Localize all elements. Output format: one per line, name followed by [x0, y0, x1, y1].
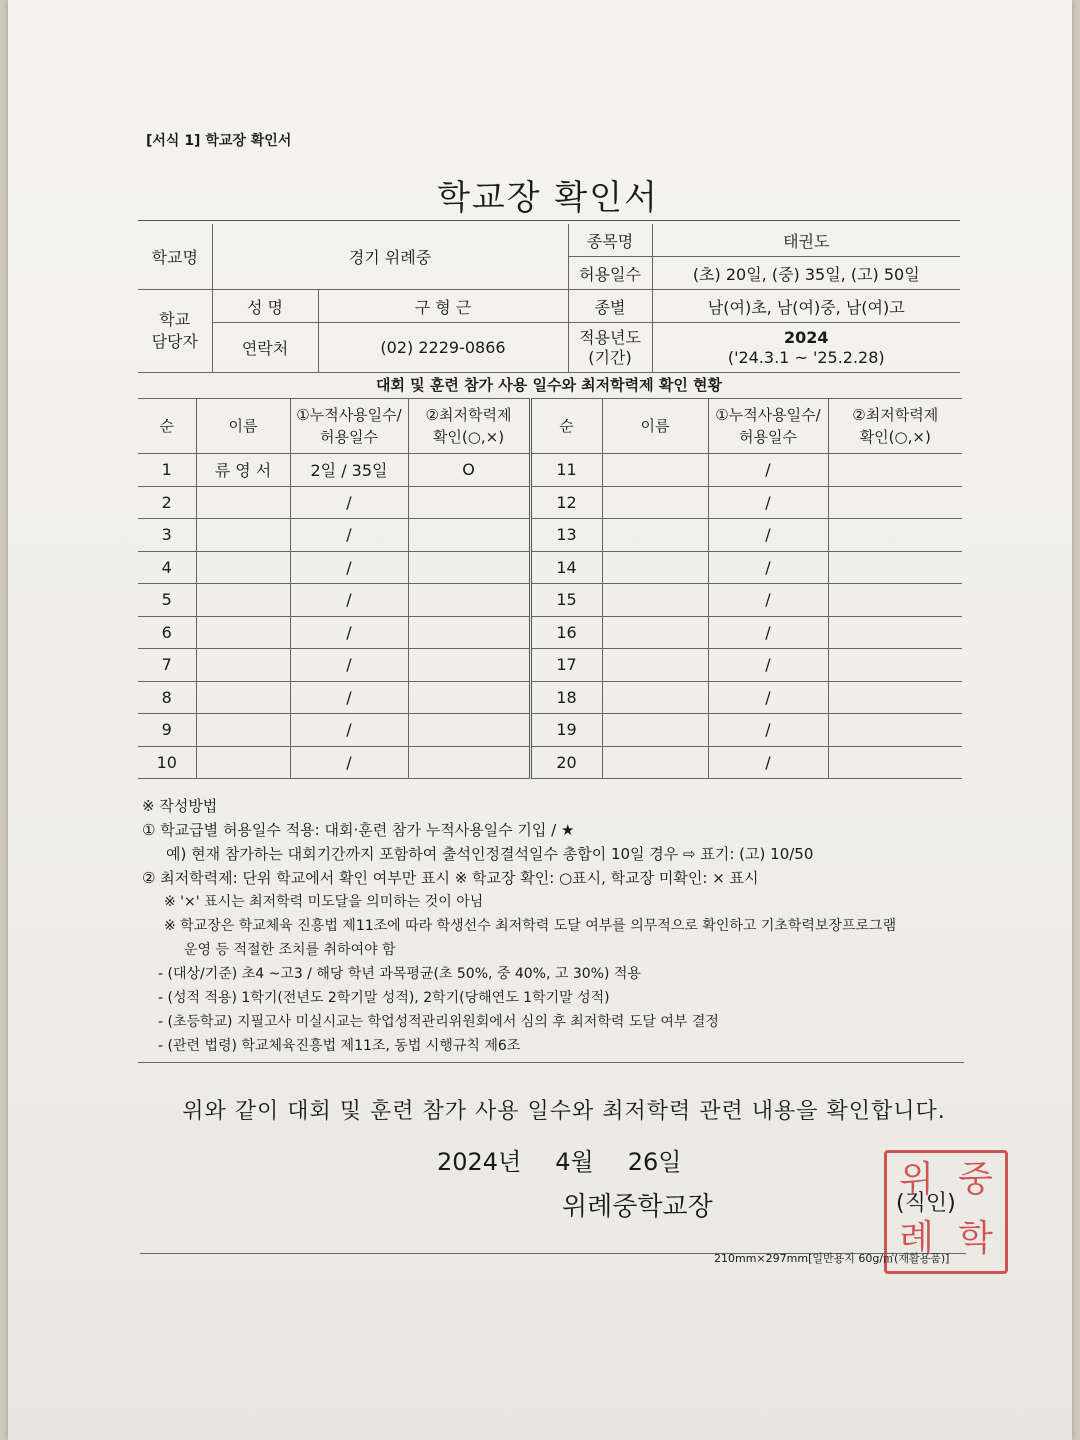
table-row [138, 714, 962, 747]
cumulative-days: / [708, 551, 828, 584]
header-check: ②최저학력제 확인(○,×) [408, 399, 530, 454]
row-number: 3 [138, 519, 196, 552]
event-value: 태권도 [652, 224, 960, 257]
note-dash: - (초등학교) 지필고사 미실시교는 학업성적관리위원회에서 심의 후 최저학력 도달 여부 결정 [158, 1014, 719, 1030]
row-number: 13 [530, 519, 602, 552]
academic-check [828, 454, 962, 487]
student-name [196, 519, 290, 552]
cumulative-days: / [290, 746, 408, 779]
cumulative-days: / [708, 681, 828, 714]
row-number: 16 [530, 616, 602, 649]
cumulative-days: / [290, 714, 408, 747]
table-row [138, 616, 962, 649]
student-name [602, 649, 708, 682]
cumulative-days: / [290, 519, 408, 552]
year-value: 2024 [783, 327, 829, 347]
academic-check [408, 584, 530, 617]
row-number: 20 [530, 746, 602, 779]
header-name: 이름 [602, 399, 708, 454]
academic-check [408, 616, 530, 649]
row-number: 19 [530, 714, 602, 747]
academic-check [828, 649, 962, 682]
note-heading: ※ 작성방법 [142, 797, 218, 815]
row-number: 10 [138, 746, 196, 779]
student-name [196, 681, 290, 714]
stamp-char: 중 [958, 1159, 993, 1200]
row-number: 5 [138, 584, 196, 617]
stamp-char: 학 [958, 1218, 993, 1259]
student-name [602, 454, 708, 487]
name-label: 성 명 [212, 290, 318, 323]
section-title: 대회 및 훈련 참가 사용 일수와 최저학력제 확인 현황 [375, 376, 723, 394]
academic-check [408, 681, 530, 714]
info-table [138, 224, 960, 373]
academic-check [408, 714, 530, 747]
student-name [196, 746, 290, 779]
student-name [602, 584, 708, 617]
row-number: 7 [138, 649, 196, 682]
header-check: ②최저학력제 확인(○,×) [828, 399, 962, 454]
academic-check [408, 551, 530, 584]
phone-value: (02) 2229-0866 [318, 323, 568, 373]
stamp-char: 례 [899, 1218, 934, 1259]
allowed-days-label: 허용일수 [568, 257, 652, 290]
academic-check [828, 584, 962, 617]
date-month: 4월 [555, 1148, 594, 1176]
note-remark: 운영 등 적절한 조치를 취하여야 함 [184, 942, 396, 958]
issue-date [437, 1142, 715, 1177]
student-name [602, 616, 708, 649]
academic-check: O [408, 454, 530, 487]
student-name [602, 746, 708, 779]
date-year: 2024년 [437, 1148, 522, 1176]
cumulative-days: / [290, 486, 408, 519]
table-row [138, 454, 962, 487]
cumulative-days: / [708, 519, 828, 552]
row-number: 1 [138, 454, 196, 487]
cumulative-days: / [708, 454, 828, 487]
academic-check [828, 486, 962, 519]
status-table [138, 398, 962, 779]
table-row [138, 486, 962, 519]
name-value: 구 형 근 [318, 290, 568, 323]
date-day: 26일 [627, 1148, 682, 1176]
table-row [138, 649, 962, 682]
cumulative-days: / [290, 681, 408, 714]
paper-spec: 210mm×297mm[일반용지 60g/㎡(재활용품)] [714, 1252, 950, 1265]
academic-check [828, 519, 962, 552]
academic-check [828, 616, 962, 649]
cumulative-days: / [290, 649, 408, 682]
student-name [196, 486, 290, 519]
phone-label: 연락처 [212, 323, 318, 373]
notes [142, 794, 972, 1058]
note-dash: - (관련 법령) 학교체육진흥법 제11조, 동법 시행규칙 제6조 [158, 1038, 521, 1054]
seal-label: (직인) [896, 1191, 956, 1216]
confirm-statement: 위와 같이 대회 및 훈련 참가 사용 일수와 최저학력 관련 내용을 확인합니다. [182, 1099, 946, 1124]
student-name [196, 551, 290, 584]
academic-check [408, 746, 530, 779]
academic-check [828, 681, 962, 714]
category-label: 종별 [568, 290, 652, 323]
note-item: ② 최저학력제: 단위 학교에서 확인 여부만 표시 ※ 학교장 확인: ○표시, 학교장 미확인: × 표시 [142, 869, 759, 887]
academic-check [828, 746, 962, 779]
note-example: 예) 현재 참가하는 대회기간까지 포함하여 출석인정결석일수 총합이 10일 경우 ⇨ 표기: (고) 10/50 [166, 845, 814, 863]
row-number: 11 [530, 454, 602, 487]
cumulative-days: / [290, 616, 408, 649]
form-tag: [서식 1] 학교장 확인서 [146, 133, 292, 149]
student-name [602, 681, 708, 714]
note-remark: ※ '×' 표시는 최저학력 미도달을 의미하는 것이 아님 [164, 894, 484, 910]
cumulative-days: / [708, 486, 828, 519]
student-name [196, 584, 290, 617]
cumulative-days: / [708, 649, 828, 682]
stamp-char: 위 [899, 1159, 934, 1200]
year-label: 적용년도 (기간) [568, 323, 652, 373]
notes-divider [138, 1062, 964, 1063]
academic-check [828, 551, 962, 584]
category-value: 남(여)초, 남(여)중, 남(여)고 [652, 290, 960, 323]
student-name [196, 714, 290, 747]
table-row [138, 584, 962, 617]
note-remark: ※ 학교장은 학교체육 진흥법 제11조에 따라 학생선수 최저학력 도달 여부를 의무적으로 확인하고 기초학력보장프로그램 [164, 918, 897, 934]
row-number: 2 [138, 486, 196, 519]
student-name [196, 649, 290, 682]
academic-check [408, 519, 530, 552]
cumulative-days: / [708, 616, 828, 649]
student-name [602, 519, 708, 552]
academic-check [408, 486, 530, 519]
document-title: 학교장 확인서 [437, 178, 659, 218]
student-name: 류 영 서 [196, 454, 290, 487]
note-item: ① 학교급별 허용일수 적용: 대회·훈련 참가 누적사용일수 기입 / ★ [142, 821, 575, 839]
period-value: ('24.3.1 ~ '25.2.28) [727, 347, 885, 367]
table-row [138, 681, 962, 714]
academic-check [408, 649, 530, 682]
row-number: 12 [530, 486, 602, 519]
cumulative-days: / [708, 746, 828, 779]
event-label: 종목명 [568, 224, 652, 257]
academic-check [828, 714, 962, 747]
header-no: 순 [138, 399, 196, 454]
header-name: 이름 [196, 399, 290, 454]
allowed-days-value: (초) 20일, (중) 35일, (고) 50일 [652, 257, 960, 290]
cumulative-days: / [708, 714, 828, 747]
note-dash: - (대상/기준) 초4 ~고3 / 해당 학년 과목평균(초 50%, 중 40%, 고 30%) 적용 [158, 966, 641, 982]
row-number: 18 [530, 681, 602, 714]
contact-person-label: 학교 담당자 [138, 290, 212, 373]
table-row [138, 551, 962, 584]
cumulative-days: / [290, 551, 408, 584]
school-name: 경기 위례중 [212, 224, 568, 290]
table-header-row [138, 399, 962, 454]
row-number: 6 [138, 616, 196, 649]
header-days: ①누적사용일수/ 허용일수 [708, 399, 828, 454]
student-name [602, 714, 708, 747]
table-row [138, 746, 962, 779]
row-number: 9 [138, 714, 196, 747]
header-days: ①누적사용일수/ 허용일수 [290, 399, 408, 454]
principal-title: 위례중학교장 [562, 1192, 713, 1222]
title-divider [138, 220, 960, 221]
note-dash: - (성적 적용) 1학기(전년도 2학기말 성적), 2학기(당해연도 1학기말 성적) [158, 990, 610, 1006]
year-cell [652, 323, 960, 373]
student-name [602, 551, 708, 584]
row-number: 4 [138, 551, 196, 584]
row-number: 17 [530, 649, 602, 682]
row-number: 8 [138, 681, 196, 714]
table-row [138, 519, 962, 552]
cumulative-days: 2일 / 35일 [290, 454, 408, 487]
school-name-label: 학교명 [138, 224, 212, 290]
row-number: 15 [530, 584, 602, 617]
row-number: 14 [530, 551, 602, 584]
student-name [602, 486, 708, 519]
student-name [196, 616, 290, 649]
header-no: 순 [530, 399, 602, 454]
cumulative-days: / [708, 584, 828, 617]
cumulative-days: / [290, 584, 408, 617]
